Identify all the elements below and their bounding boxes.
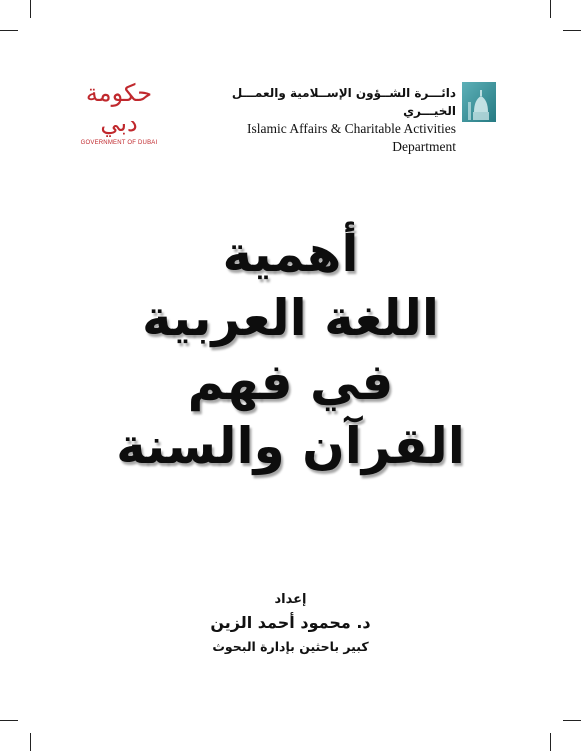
author-role: كبير باحثين بإدارة البحوث [212, 639, 369, 654]
mosque-dome-icon [462, 82, 496, 122]
crop-mark-top-left [30, 0, 31, 18]
crop-mark-top-left-h [0, 30, 18, 31]
crop-mark-top-right-h [563, 30, 581, 31]
title-line-3: في فهم [187, 353, 394, 411]
department-name-arabic: دائـــرة الشــؤون الإســلامية والعمـــل الخيـــري [231, 86, 456, 118]
government-of-dubai-logo [78, 78, 160, 146]
book-title [60, 222, 521, 478]
prepared-by-label: إعداد [274, 592, 307, 607]
department-name [196, 84, 456, 154]
author-name: د. محمود أحمد الزين [210, 613, 371, 632]
crop-mark-bottom-right-h [563, 720, 581, 721]
crop-mark-top-right [550, 0, 551, 18]
crop-mark-bottom-left [30, 733, 31, 751]
crop-mark-bottom-right [550, 733, 551, 751]
dubai-logo-english: GOVERNMENT OF DUBAI [80, 140, 158, 146]
title-line-1: أهمية [222, 225, 359, 283]
dubai-logo-arabic: حكومة دبي [85, 79, 153, 137]
title-line-4: القرآن والسنة [116, 417, 465, 475]
department-name-english: Islamic Affairs & Charitable Activities Department [247, 121, 456, 154]
title-line-2: اللغة العربية [141, 289, 440, 347]
crop-mark-bottom-left-h [0, 720, 18, 721]
author-block [140, 590, 441, 658]
